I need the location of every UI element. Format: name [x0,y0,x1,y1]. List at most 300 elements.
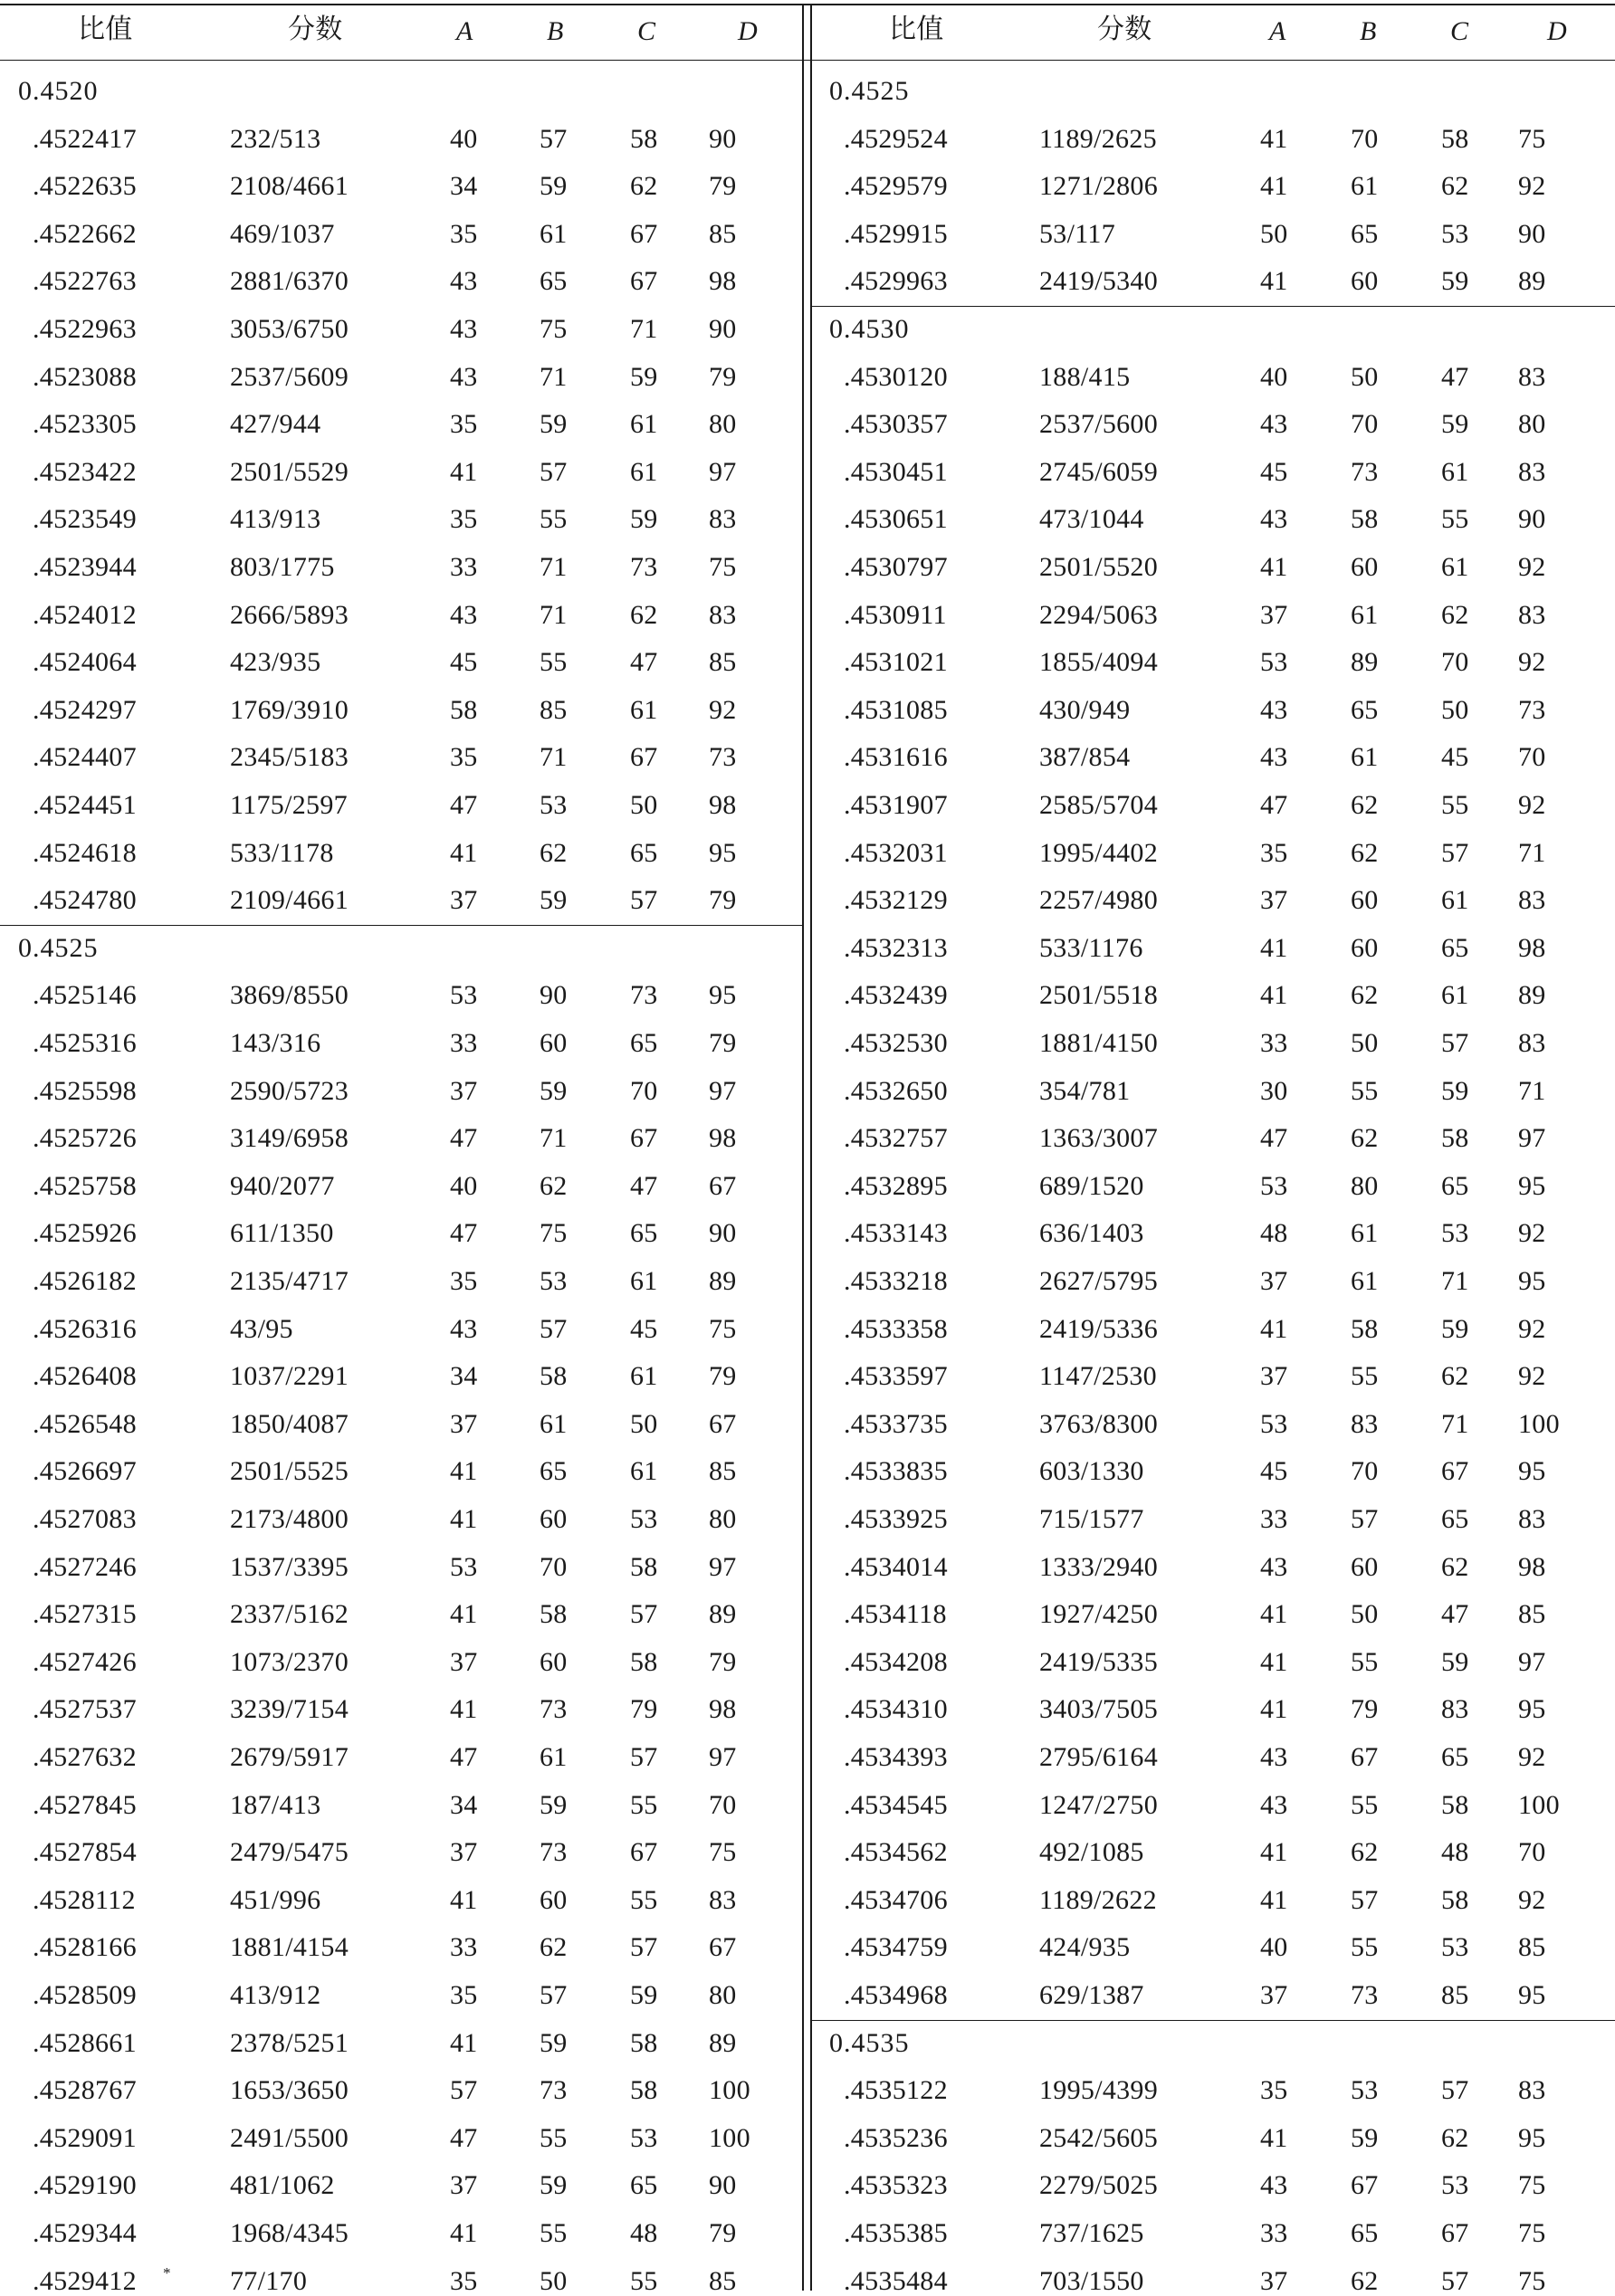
fraction-cell: 492/1085 [1039,1837,1144,1868]
a-value-cell: 37 [450,1075,478,1106]
c-value-cell: 57 [630,1599,658,1630]
d-value-cell: 98 [709,1123,737,1154]
b-value-cell: 62 [1351,837,1379,868]
fraction-cell: 2279/5025 [1039,2170,1159,2201]
fraction-cell: 2745/6059 [1039,456,1159,487]
c-value-cell: 67 [630,1837,658,1868]
d-value-cell: 98 [709,266,737,297]
a-value-cell: 35 [450,2265,478,2296]
b-value-cell: 70 [1351,409,1379,440]
ratio-cell: .4527426 [33,1646,137,1677]
d-value-cell: 95 [1518,2122,1546,2153]
ratio-cell: .4523088 [33,361,137,392]
b-value-cell: 55 [540,2122,568,2153]
d-value-cell: 79 [709,1646,737,1677]
ratio-cell: .4524618 [33,837,137,868]
ratio-cell: .4522635 [33,171,137,202]
fraction-cell: 423/935 [230,647,321,678]
header-d: D [738,16,758,46]
b-value-cell: 73 [1351,1980,1379,2010]
b-value-cell: 62 [1351,790,1379,820]
d-value-cell: 70 [1518,742,1546,773]
a-value-cell: 41 [1260,552,1288,582]
b-value-cell: 62 [540,1170,568,1201]
b-value-cell: 80 [1351,1170,1379,1201]
b-value-cell: 55 [540,647,568,678]
a-value-cell: 41 [450,2218,478,2248]
ratio-cell: .4531085 [844,694,948,725]
c-value-cell: 53 [1441,1218,1469,1249]
d-value-cell: 92 [1518,647,1546,678]
header-a: A [456,16,473,46]
c-value-cell: 58 [630,1646,658,1677]
d-value-cell: 100 [709,2075,750,2106]
fraction-cell: 427/944 [230,409,321,440]
d-value-cell: 83 [1518,456,1546,487]
ratio-cell: .4527537 [33,1694,137,1725]
d-value-cell: 95 [709,980,737,1011]
ratio-cell: .4530651 [844,504,948,535]
b-value-cell: 59 [540,2027,568,2058]
fraction-cell: 2501/5525 [230,1456,349,1487]
a-value-cell: 33 [1260,1028,1288,1058]
fraction-cell: 43/95 [230,1313,293,1344]
d-value-cell: 71 [1518,837,1546,868]
d-value-cell: 97 [1518,1646,1546,1677]
fraction-cell: 803/1775 [230,552,335,582]
b-value-cell: 55 [1351,1075,1379,1106]
d-value-cell: 85 [1518,1932,1546,1963]
c-value-cell: 53 [1441,2170,1469,2201]
b-value-cell: 75 [540,314,568,344]
d-value-cell: 80 [709,1504,737,1534]
c-value-cell: 61 [630,1266,658,1296]
d-value-cell: 80 [709,409,737,440]
ratio-cell: .4525758 [33,1170,137,1201]
fraction-cell: 2501/5529 [230,456,349,487]
d-value-cell: 80 [709,1980,737,2010]
fraction-cell: 3149/6958 [230,1123,349,1154]
b-value-cell: 57 [1351,1504,1379,1534]
b-value-cell: 61 [540,218,568,249]
d-value-cell: 83 [1518,885,1546,916]
ratio-cell: .4526316 [33,1313,137,1344]
b-value-cell: 60 [540,1884,568,1915]
b-value-cell: 71 [540,599,568,630]
d-value-cell: 85 [1518,1599,1546,1630]
d-value-cell: 89 [1518,266,1546,297]
d-value-cell: 83 [709,599,737,630]
c-value-cell: 61 [630,1456,658,1487]
ratio-cell: .4533358 [844,1313,948,1344]
fraction-cell: 187/413 [230,1789,321,1820]
b-value-cell: 59 [540,1075,568,1106]
ratio-cell: .4534545 [844,1789,948,1820]
b-value-cell: 57 [540,1980,568,2010]
fraction-cell: 1855/4094 [1039,647,1159,678]
group-header: 0.4530 [829,314,910,344]
a-value-cell: 43 [450,361,478,392]
a-value-cell: 40 [450,1170,478,1201]
ratio-cell: .4535323 [844,2170,948,2201]
a-value-cell: 35 [450,409,478,440]
c-value-cell: 53 [630,2122,658,2153]
d-value-cell: 90 [709,123,737,154]
ratio-cell: .4525598 [33,1075,137,1106]
d-value-cell: 80 [1518,409,1546,440]
d-value-cell: 98 [1518,932,1546,963]
fraction-cell: 232/513 [230,123,321,154]
c-value-cell: 61 [1441,456,1469,487]
a-value-cell: 41 [1260,266,1288,297]
a-value-cell: 43 [450,314,478,344]
d-value-cell: 83 [1518,1028,1546,1058]
fraction-cell: 2419/5340 [1039,266,1159,297]
ratio-cell: .4535236 [844,2122,948,2153]
fraction-cell: 3869/8550 [230,980,349,1011]
fraction-cell: 77/170 [230,2265,308,2296]
fraction-cell: 188/415 [1039,361,1131,392]
fraction-cell: 2679/5917 [230,1742,349,1772]
d-value-cell: 75 [1518,2170,1546,2201]
d-value-cell: 83 [1518,2075,1546,2106]
c-value-cell: 57 [1441,2075,1469,2106]
ratio-cell: .4534968 [844,1980,948,2010]
c-value-cell: 59 [1441,1646,1469,1677]
b-value-cell: 60 [540,1504,568,1534]
ratio-cell: .4524407 [33,742,137,773]
fraction-cell: 2479/5475 [230,1837,349,1868]
footnote-marker: * [163,2263,171,2282]
b-value-cell: 71 [540,742,568,773]
b-value-cell: 75 [540,1218,568,1249]
ratio-cell: .4534208 [844,1646,948,1677]
ratio-cell: .4533925 [844,1504,948,1534]
a-value-cell: 45 [450,647,478,678]
c-value-cell: 70 [630,1075,658,1106]
fraction-cell: 2881/6370 [230,266,349,297]
c-value-cell: 67 [1441,1456,1469,1487]
a-value-cell: 47 [450,2122,478,2153]
b-value-cell: 65 [1351,694,1379,725]
fraction-cell: 1995/4402 [1039,837,1159,868]
fraction-cell: 1881/4154 [230,1932,349,1963]
a-value-cell: 37 [1260,885,1288,916]
d-value-cell: 83 [709,504,737,535]
a-value-cell: 41 [450,2027,478,2058]
d-value-cell: 92 [1518,1313,1546,1344]
b-value-cell: 60 [540,1646,568,1677]
a-value-cell: 41 [1260,171,1288,202]
a-value-cell: 43 [1260,742,1288,773]
b-value-cell: 62 [1351,980,1379,1011]
d-value-cell: 97 [709,1551,737,1582]
a-value-cell: 47 [450,1218,478,1249]
d-value-cell: 75 [709,1313,737,1344]
a-value-cell: 34 [450,1361,478,1392]
c-value-cell: 65 [1441,932,1469,963]
ratio-cell: .4526182 [33,1266,137,1296]
ratio-cell: .4525316 [33,1028,137,1058]
b-value-cell: 58 [540,1361,568,1392]
ratio-cell: .4522662 [33,218,137,249]
header-b: B [547,16,564,46]
d-value-cell: 83 [1518,599,1546,630]
ratio-cell: .4524064 [33,647,137,678]
fraction-cell: 1995/4399 [1039,2075,1159,2106]
a-value-cell: 37 [450,1837,478,1868]
a-value-cell: 41 [450,1884,478,1915]
ratio-cell: .4527854 [33,1837,137,1868]
ratio-cell: .4532650 [844,1075,948,1106]
c-value-cell: 65 [630,837,658,868]
c-value-cell: 59 [630,361,658,392]
b-value-cell: 55 [1351,1361,1379,1392]
d-value-cell: 90 [709,1218,737,1249]
ratio-cell: .4530911 [844,599,947,630]
b-value-cell: 62 [1351,2265,1379,2296]
fraction-cell: 603/1330 [1039,1456,1144,1487]
a-value-cell: 43 [1260,1551,1288,1582]
b-value-cell: 57 [1351,1884,1379,1915]
left-table [0,0,802,2296]
c-value-cell: 58 [1441,123,1469,154]
a-value-cell: 33 [450,552,478,582]
c-value-cell: 59 [630,1980,658,2010]
fraction-cell: 2135/4717 [230,1266,349,1296]
a-value-cell: 35 [450,742,478,773]
d-value-cell: 79 [709,1028,737,1058]
fraction-cell: 1968/4345 [230,2218,349,2248]
d-value-cell: 89 [1518,980,1546,1011]
b-value-cell: 58 [540,1599,568,1630]
d-value-cell: 67 [709,1170,737,1201]
fraction-cell: 2627/5795 [1039,1266,1159,1296]
fraction-cell: 2345/5183 [230,742,349,773]
a-value-cell: 43 [1260,504,1288,535]
d-value-cell: 97 [709,1742,737,1772]
ratio-cell: .4524451 [33,790,137,820]
a-value-cell: 41 [1260,1694,1288,1725]
fraction-cell: 1037/2291 [230,1361,349,1392]
c-value-cell: 65 [1441,1504,1469,1534]
b-value-cell: 71 [540,1123,568,1154]
a-value-cell: 53 [450,1551,478,1582]
c-value-cell: 65 [1441,1742,1469,1772]
ratio-cell: .4523305 [33,409,137,440]
c-value-cell: 58 [1441,1884,1469,1915]
d-value-cell: 83 [1518,361,1546,392]
a-value-cell: 35 [450,1980,478,2010]
d-value-cell: 95 [1518,1980,1546,2010]
a-value-cell: 40 [1260,1932,1288,1963]
b-value-cell: 83 [1351,1408,1379,1439]
c-value-cell: 62 [1441,171,1469,202]
c-value-cell: 47 [630,1170,658,1201]
ratio-cell: .4535385 [844,2218,948,2248]
ratio-cell: .4529524 [844,123,948,154]
ratio-cell: .4530120 [844,361,948,392]
c-value-cell: 45 [630,1313,658,1344]
d-value-cell: 92 [1518,1218,1546,1249]
d-value-cell: 89 [709,2027,737,2058]
fraction-cell: 2501/5518 [1039,980,1159,1011]
a-value-cell: 41 [1260,1313,1288,1344]
c-value-cell: 85 [1441,1980,1469,2010]
c-value-cell: 58 [1441,1123,1469,1154]
c-value-cell: 57 [1441,837,1469,868]
c-value-cell: 79 [630,1694,658,1725]
header-ratio: 比值 [889,14,944,45]
b-value-cell: 65 [1351,218,1379,249]
fraction-cell: 469/1037 [230,218,335,249]
b-value-cell: 50 [1351,1028,1379,1058]
c-value-cell: 55 [630,1789,658,1820]
a-value-cell: 33 [1260,2218,1288,2248]
b-value-cell: 61 [1351,742,1379,773]
d-value-cell: 73 [709,742,737,773]
a-value-cell: 35 [450,504,478,535]
fraction-cell: 2378/5251 [230,2027,349,2058]
b-value-cell: 57 [540,1313,568,1344]
d-value-cell: 79 [709,171,737,202]
c-value-cell: 65 [630,1028,658,1058]
c-value-cell: 61 [1441,980,1469,1011]
a-value-cell: 53 [1260,1408,1288,1439]
a-value-cell: 41 [1260,123,1288,154]
d-value-cell: 85 [709,218,737,249]
b-value-cell: 60 [1351,1551,1379,1582]
d-value-cell: 98 [709,1694,737,1725]
b-value-cell: 60 [1351,932,1379,963]
a-value-cell: 37 [450,1646,478,1677]
a-value-cell: 41 [1260,1837,1288,1868]
a-value-cell: 53 [1260,647,1288,678]
ratio-cell: .4530797 [844,552,948,582]
ratio-cell: .4534759 [844,1932,948,1963]
a-value-cell: 37 [1260,599,1288,630]
fraction-cell: 413/913 [230,504,321,535]
ratio-cell: .4522963 [33,314,137,344]
b-value-cell: 55 [1351,1932,1379,1963]
a-value-cell: 37 [1260,1361,1288,1392]
a-value-cell: 43 [1260,409,1288,440]
ratio-cell: .4532757 [844,1123,948,1154]
group-header: 0.4525 [18,932,99,963]
d-value-cell: 75 [709,552,737,582]
d-value-cell: 73 [1518,694,1546,725]
fraction-cell: 451/996 [230,1884,321,1915]
b-value-cell: 53 [1351,2075,1379,2106]
fraction-cell: 2537/5600 [1039,409,1159,440]
d-value-cell: 100 [1518,1789,1560,1820]
c-value-cell: 59 [1441,1075,1469,1106]
ratio-cell: .4523422 [33,456,137,487]
b-value-cell: 59 [540,409,568,440]
ratio-cell: .4529344 [33,2218,137,2248]
a-value-cell: 33 [450,1932,478,1963]
fraction-cell: 1247/2750 [1039,1789,1159,1820]
fraction-cell: 737/1625 [1039,2218,1144,2248]
fraction-cell: 2501/5520 [1039,552,1159,582]
c-value-cell: 48 [630,2218,658,2248]
ratio-cell: .4526408 [33,1361,137,1392]
b-value-cell: 79 [1351,1694,1379,1725]
a-value-cell: 47 [1260,1123,1288,1154]
ratio-cell: .4531021 [844,647,948,678]
fraction-cell: 715/1577 [1039,1504,1144,1534]
c-value-cell: 62 [1441,1361,1469,1392]
b-value-cell: 70 [1351,123,1379,154]
a-value-cell: 41 [1260,2122,1288,2153]
c-value-cell: 73 [630,980,658,1011]
fraction-cell: 1537/3395 [230,1551,349,1582]
ratio-cell: .4527632 [33,1742,137,1772]
c-value-cell: 61 [630,694,658,725]
a-value-cell: 41 [1260,1646,1288,1677]
d-value-cell: 92 [1518,552,1546,582]
fraction-cell: 1881/4150 [1039,1028,1159,1058]
b-value-cell: 60 [1351,266,1379,297]
d-value-cell: 67 [709,1932,737,1963]
ratio-cell: .4528767 [33,2075,137,2106]
c-value-cell: 55 [1441,504,1469,535]
d-value-cell: 92 [1518,790,1546,820]
ratio-cell: .4527315 [33,1599,137,1630]
fraction-cell: 533/1178 [230,837,334,868]
a-value-cell: 37 [1260,1266,1288,1296]
c-value-cell: 67 [630,218,658,249]
fraction-cell: 2173/4800 [230,1504,349,1534]
ratio-cell: .4532895 [844,1170,948,1201]
c-value-cell: 65 [630,1218,658,1249]
fraction-cell: 2337/5162 [230,1599,349,1630]
a-value-cell: 41 [450,1504,478,1534]
fraction-cell: 2491/5500 [230,2122,349,2153]
b-value-cell: 71 [540,552,568,582]
b-value-cell: 50 [1351,361,1379,392]
header-d: D [1547,16,1567,46]
header-fraction: 分数 [288,14,343,45]
c-value-cell: 67 [630,266,658,297]
a-value-cell: 47 [450,790,478,820]
ratio-cell: .4528661 [33,2027,137,2058]
fraction-cell: 1769/3910 [230,694,349,725]
a-value-cell: 33 [1260,1504,1288,1534]
a-value-cell: 41 [450,1694,478,1725]
c-value-cell: 57 [1441,1028,1469,1058]
ratio-cell: .4532129 [844,885,948,916]
b-value-cell: 53 [540,1266,568,1296]
ratio-cell: .4533143 [844,1218,948,1249]
d-value-cell: 75 [1518,2218,1546,2248]
a-value-cell: 47 [450,1123,478,1154]
d-value-cell: 95 [1518,1456,1546,1487]
ratio-cell: .4526697 [33,1456,137,1487]
ratio-cell: .4528509 [33,1980,137,2010]
fraction-cell: 2590/5723 [230,1075,349,1106]
fraction-cell: 1189/2622 [1039,1884,1157,1915]
d-value-cell: 79 [709,2218,737,2248]
c-value-cell: 62 [1441,1551,1469,1582]
b-value-cell: 65 [540,266,568,297]
c-value-cell: 45 [1441,742,1469,773]
header-ratio: 比值 [78,14,133,45]
c-value-cell: 67 [1441,2218,1469,2248]
b-value-cell: 73 [540,2075,568,2106]
fraction-cell: 2542/5605 [1039,2122,1159,2153]
c-value-cell: 61 [1441,552,1469,582]
